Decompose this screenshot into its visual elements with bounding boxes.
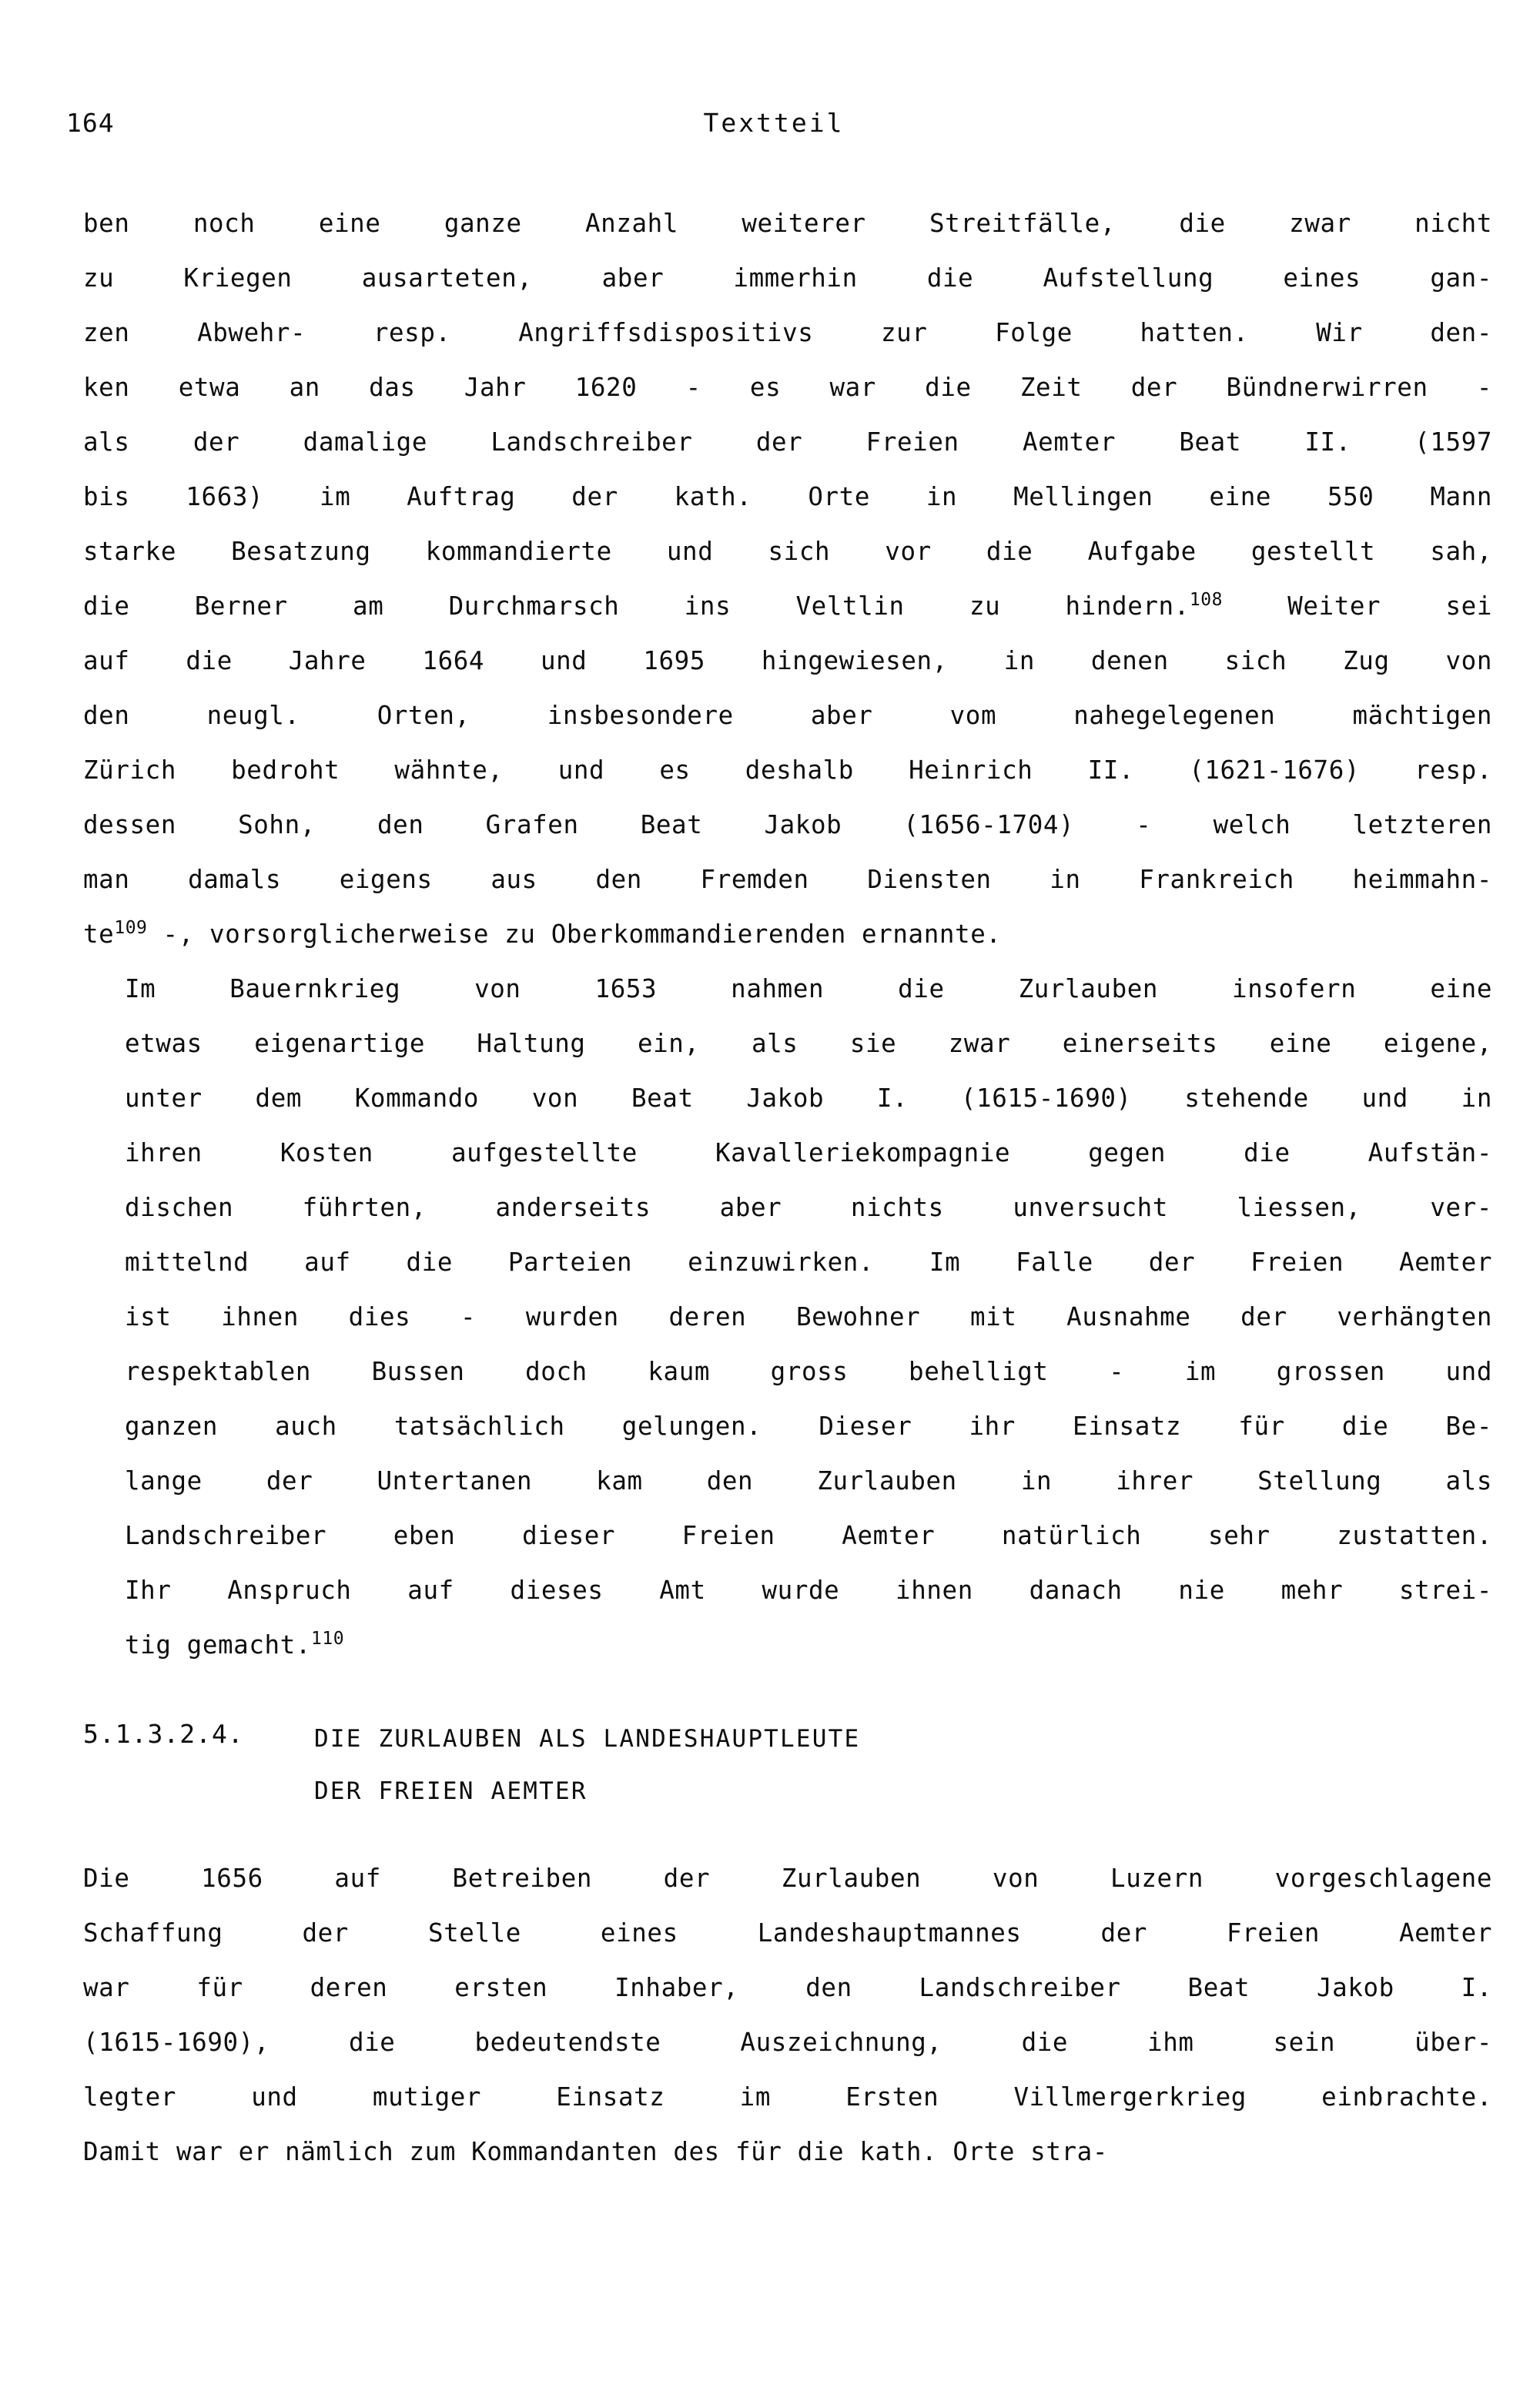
paragraph-group-after-heading [83, 1851, 1492, 2179]
paragraph [83, 196, 1492, 962]
footnote-marker: 110 [311, 1629, 345, 1650]
text-line: Landschreiber eben dieser Freien Aemter natürlich sehr zustatten. [125, 1521, 1492, 1550]
paragraph [83, 1851, 1492, 2179]
text-line: starke Besatzung kommandierte und sich vor die Aufgabe gestellt sah, [83, 537, 1492, 566]
text-line: mittelnd auf die Parteien einzuwirken. Im Falle der Freien Aemter [125, 1248, 1492, 1277]
text-line: auf die Jahre 1664 und 1695 hingewiesen, in denen sich Zug von [83, 646, 1492, 675]
page-body [83, 196, 1492, 2179]
text-line: unter dem Kommando von Beat Jakob I. (1615-1690) stehende und in [125, 1084, 1492, 1113]
text-line: Die 1656 auf Betreiben der Zurlauben von Luzern vorgeschlagene [83, 1864, 1492, 1893]
text-line: war für deren ersten Inhaber, den Landschreiber Beat Jakob I. [83, 1973, 1492, 2002]
text-line: bis 1663) im Auftrag der kath. Orte in Mellingen eine 550 Mann [83, 482, 1492, 511]
section-title-line-2: DER FREIEN AEMTER [314, 1777, 588, 1805]
paragraph [83, 962, 1492, 1673]
text-line: man damals eigens aus den Fremden Diensten in Frankreich heimmahn- [83, 865, 1492, 894]
text-line: als der damalige Landschreiber der Freien Aemter Beat II. (1597 [83, 427, 1492, 457]
footnote-marker: 109 [114, 918, 148, 939]
text-line: ken etwa an das Jahr 1620 - es war die Zeit der Bündnerwirren - [83, 373, 1492, 402]
text-line: ben noch eine ganze Anzahl weiterer Streitfälle, die zwar nicht [83, 209, 1492, 238]
text-line: Ihr Anspruch auf dieses Amt wurde ihnen danach nie mehr strei- [125, 1576, 1492, 1605]
text-line: die Berner am Durchmarsch ins Veltlin zu hindern.$^{108}$ Weiter sei [83, 590, 1492, 621]
text-line: (1615-1690), die bedeutendste Auszeichnung, die ihm sein über- [83, 2028, 1492, 2057]
text-line: legter und mutiger Einsatz im Ersten Villmergerkrieg einbrachte. [83, 2082, 1492, 2112]
section-number: 5.1.3.2.4. [83, 1719, 244, 1749]
text-line: dessen Sohn, den Grafen Beat Jakob (1656-1704) - welch letzteren [83, 810, 1492, 839]
text-line: lange der Untertanen kam den Zurlauben in ihrer Stellung als [125, 1466, 1492, 1496]
section-title [314, 1719, 1492, 1811]
text-line: Im Bauernkrieg von 1653 nahmen die Zurlauben insofern eine [125, 974, 1492, 1003]
text-line: den neugl. Orten, insbesondere aber vom nahegelegenen mächtigen [83, 701, 1492, 730]
text-line: te$^{109}$ -, vorsorglicherweise zu Oberkommandierenden ernannte. [83, 918, 1002, 949]
paragraph-group-before-heading [83, 196, 1492, 1673]
text-line: ganzen auch tatsächlich gelungen. Dieser ihr Einsatz für die Be- [125, 1412, 1492, 1441]
text-line: etwas eigenartige Haltung ein, als sie zwar einerseits eine eigene, [125, 1029, 1492, 1058]
text-line: Schaffung der Stelle eines Landeshauptmannes der Freien Aemter [83, 1918, 1492, 1948]
text-line: Damit war er nämlich zum Kommandanten des für die kath. Orte stra- [83, 2137, 1108, 2166]
footnote-marker: 108 [1189, 590, 1223, 611]
section-title-line-1: DIE ZURLAUBEN ALS LANDESHAUPTLEUTE [314, 1725, 861, 1753]
text-line: zen Abwehr- resp. Angriffsdispositivs zur Folge hatten. Wir den- [83, 318, 1492, 347]
page-number: 164 [66, 108, 115, 138]
text-line: tig gemacht.$^{110}$ [125, 1629, 345, 1660]
text-line: ihren Kosten aufgestellte Kavalleriekompagnie gegen die Aufstän- [125, 1138, 1492, 1167]
section-heading [83, 1719, 1492, 1811]
text-line: zu Kriegen ausarteten, aber immerhin die Aufstellung eines gan- [83, 263, 1492, 293]
text-line: ist ihnen dies - wurden deren Bewohner mit Ausnahme der verhängten [125, 1302, 1492, 1331]
text-line: Zürich bedroht wähnte, und es deshalb Heinrich II. (1621-1676) resp. [83, 755, 1492, 785]
text-line: dischen führten, anderseits aber nichts unversucht liessen, ver- [125, 1193, 1492, 1222]
text-line: respektablen Bussen doch kaum gross behelligt - im grossen und [125, 1357, 1492, 1386]
running-head: Textteil [703, 108, 845, 138]
